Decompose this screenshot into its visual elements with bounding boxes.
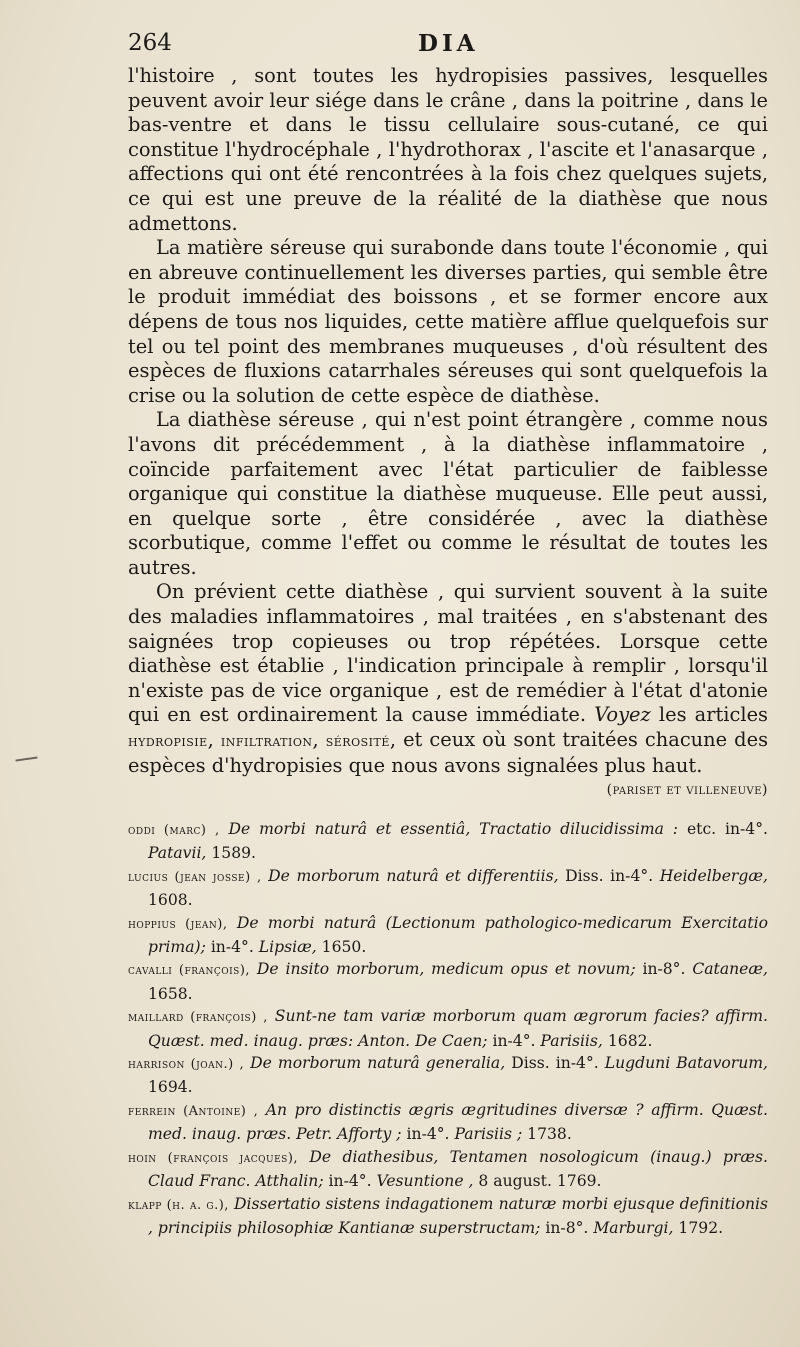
bib-format: Diss. in-4°. <box>505 1054 599 1073</box>
running-head: DIA <box>418 30 479 57</box>
bib-author: oddi (marc) , <box>128 823 220 838</box>
bib-year: 1682. <box>602 1031 653 1050</box>
bib-format: in-4°. <box>487 1031 536 1050</box>
bib-title: De morbi naturâ (Lectionum pathologico-medicarum Exercitatio prima); <box>148 913 768 957</box>
paragraph-4: On prévient cette diathèse , qui survient souvent à la suite des maladies inflammatoires , mal traitées , en s'abstenant des saignées trop copieuses ou trop répétées. Lorsque cette diathèse est établie , l'indication principale à remplir , lorsqu'il n'existe pas de vice organique , est de remédier à l'état d'atonie qui en est ordinairement la cause immédiate. Voyez les articles hydropisie, infiltration, sérosité, et ceux où sont traitées chacune des espèces d'hydropisies que nous avons signalées plus haut. (pariset et villeneuve) <box>128 580 768 778</box>
paragraph-3: La diathèse séreuse , qui n'est point étrangère , comme nous l'avons dit précédemment , à la diathèse inflammatoire , coïncide parfaitement avec l'état particulier de faiblesse organique qui constitue la diathèse muqueuse. Elle peut aussi, en quelque sorte , être considérée , avec la diathèse scorbutique, comme l'effet ou comme le résultat de toutes les autres. <box>128 408 768 579</box>
bib-author: hoppius (jean), <box>128 916 228 932</box>
attribution: (pariset et villeneuve) <box>606 782 768 799</box>
bib-entry <box>128 1146 768 1193</box>
paragraph-2: La matière séreuse qui surabonde dans toute l'économie , qui en abreuve continuellement les diverses parties, qui semble être le produit immédiat des boissons , et se former encore aux dépens de tous nos liquides, cette matière afflue quelquefois sur tel ou tel point des membranes muqueuses , d'où résultent des espèces de fluxions catarrhales séreuses qui sont quelquefois la crise ou la solution de cette espèce de diathèse. <box>128 236 768 407</box>
bib-entry <box>128 1052 768 1099</box>
bib-year: 1792. <box>673 1218 724 1237</box>
bib-year: 1608. <box>148 891 193 910</box>
bib-format: Diss. in-4°. <box>558 866 654 885</box>
bib-title: Sunt-ne tam variæ morborum quam ægrorum facies? affirm. Quæst. med. inaug. præs: Anton. De Caen; <box>148 1007 768 1050</box>
page-header <box>128 30 768 64</box>
cross-ref-hydropisie: hydropisie <box>128 731 208 751</box>
bib-author: hoin (françois jacques), <box>128 1150 299 1166</box>
bib-author: harrison (joan.) , <box>128 1057 245 1073</box>
bib-entry <box>128 1099 768 1146</box>
bib-format: in-4°. <box>401 1125 450 1144</box>
bib-author: lucius (jean josse) , <box>128 869 262 885</box>
cross-ref-serosite: sérosité <box>325 731 390 751</box>
voyez-label: Voyez <box>594 703 651 727</box>
paragraph-4-tail: , et ceux où sont traitées chacune des espèces d'hydropisies que nous avons signalées plus haut. <box>128 728 769 777</box>
page-number: 264 <box>128 30 172 56</box>
bib-year: 8 august. 1769. <box>473 1172 602 1191</box>
bib-author: maillard (françois) , <box>128 1010 268 1026</box>
bib-entry <box>128 958 768 1005</box>
bib-title: De morborum naturâ generalia, <box>250 1054 506 1073</box>
bib-entry <box>128 865 768 912</box>
bib-year: 1694. <box>148 1078 193 1097</box>
bib-format: in-8°. <box>540 1218 589 1237</box>
bib-format: in-8°. <box>635 960 686 979</box>
bib-format: in-4°. <box>205 938 254 957</box>
bib-place: Heidelbergæ, <box>653 866 768 885</box>
margin-mark <box>15 757 38 770</box>
bib-format: in-4°. <box>323 1172 372 1191</box>
bib-author: cavalli (françois), <box>128 963 251 979</box>
paragraph-1: l'histoire , sont toutes les hydropisies passives, lesquelles peuvent avoir leur siége dans le crâne , dans la poitrine , dans le bas-ventre et dans le tissu cellulaire sous-cutané, ce qui constitue l'hydrocéphale , l'hydrothorax , l'ascite et l'anasarque , affections qui ont été rencontrées à la fois chez quelques sujets, ce qui est une preuve de la réalité de la diathèse que nous admettons. <box>128 64 768 235</box>
bib-entry <box>128 1005 768 1052</box>
bib-title: De diathesibus, Tentamen nosologicum (inaug.) præs. Claud Franc. Atthalin; <box>148 1147 768 1191</box>
bib-place: Vesuntione , <box>371 1172 474 1191</box>
bib-place: Cataneæ, <box>685 960 769 979</box>
bib-place: Patavii, <box>148 844 207 863</box>
bib-author: klapp (h. a. g.), <box>128 1197 229 1213</box>
bib-format: etc. in-4°. <box>678 820 768 838</box>
articles-label: les articles <box>658 703 768 727</box>
bib-entry <box>128 912 768 959</box>
bib-author: ferrein (Antoine) , <box>128 1103 259 1119</box>
paragraph-4-main: On prévient cette diathèse , qui survient souvent à la suite des maladies inflammatoires , mal traitées , en s'abstenant des saignées trop copieuses ou trop répétées. Lorsque cette diathèse est établie , l'indication principale à remplir , lorsqu'il n'existe pas de vice organique , est de remédier à l'état d'atonie qui en est ordinairement la cause immédiate. <box>128 580 768 727</box>
bib-place: Parisiis, <box>535 1031 603 1050</box>
cross-ref-infiltration: infiltration <box>220 731 313 751</box>
bib-place: Lugduni Batavorum, <box>598 1054 769 1073</box>
bib-title: De morborum naturâ et differentiis, <box>268 866 559 885</box>
main-text <box>128 64 768 803</box>
bib-place: Marburgi, <box>588 1218 674 1237</box>
bibliography <box>128 818 768 1239</box>
bib-place: Parisiis ; <box>449 1125 523 1144</box>
bib-title: An pro distinctis ægris ægritudines diversæ ? affirm. Quæst. med. inaug. præs. Petr. Afforty ; <box>148 1100 768 1144</box>
bib-entry <box>128 1193 768 1240</box>
bib-title: Dissertatio sistens indagationem naturæ morbi ejusque definitionis , principiis philosophiæ Kantianæ superstructam; <box>148 1194 768 1237</box>
bib-year: 1650. <box>316 938 367 957</box>
bib-title: De morbi naturâ et essentiâ, Tractatio dilucidissima : <box>228 820 679 838</box>
bib-year: 1738. <box>522 1125 572 1144</box>
bib-year: 1658. <box>148 984 193 1003</box>
bib-year: 1589. <box>206 844 257 863</box>
bib-place: Lipsiæ, <box>253 938 317 957</box>
bib-title: De insito morborum, medicum opus et novum; <box>256 960 636 979</box>
bib-entry <box>128 818 768 865</box>
